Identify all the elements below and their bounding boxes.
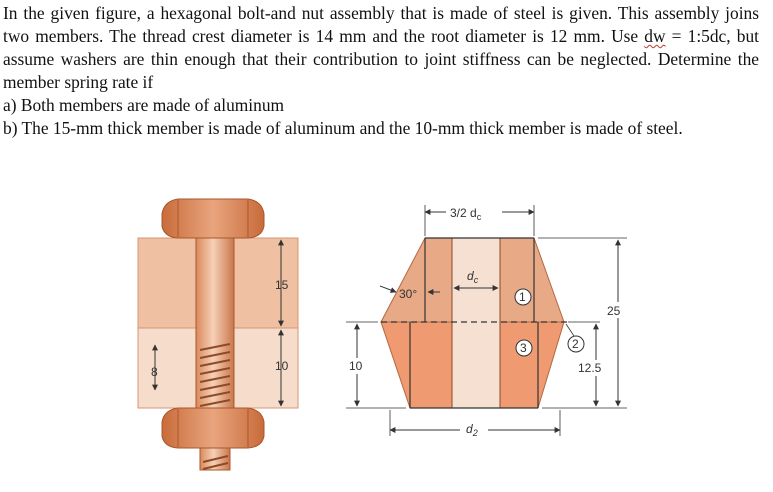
- nut: [162, 408, 264, 448]
- dim-15-label: 15: [275, 278, 289, 292]
- circle-marker-1: [515, 289, 531, 305]
- part-b: b) The 15-mm thick member is made of aluminum and the 10-mm thick member is made of steel.: [3, 118, 683, 139]
- angle-label: 30°: [399, 287, 418, 301]
- part-a: a) Both members are made of aluminum: [3, 95, 285, 116]
- question-text-part1: In the given figure, a hexagonal bolt-and nut assembly that is made of steel is given. This assembly joins two members. The thread crest diameter is 14 mm and the root diameter is 12 mm. Use: [3, 3, 759, 47]
- bolt-assembly: [138, 199, 298, 470]
- circle-marker-2: [566, 324, 584, 352]
- bolt-hole: [452, 238, 500, 408]
- dim-8-label: 8: [151, 365, 158, 379]
- bolt-head: [162, 199, 264, 238]
- dim-d2-label: $d_2$: [466, 422, 478, 438]
- dim-dc-label: $d_c$: [467, 269, 479, 285]
- dw-term: dw: [644, 26, 666, 47]
- svg-text:1: 1: [519, 290, 526, 304]
- circle-marker-3: [516, 340, 532, 356]
- dim-top-width-label: 3/2 $d_c$: [450, 206, 482, 222]
- dim-10-right-label: 10: [349, 359, 363, 373]
- svg-text:2: 2: [572, 337, 579, 351]
- frustum-diagram: [346, 204, 630, 438]
- dim-10-label: 10: [275, 359, 289, 373]
- question-text-part2: = 1:5dc, but assume washers are thin enough that their contribution to joint stiffness can be neglected. Determine the member spring rate if: [3, 26, 759, 93]
- dim-25-label: 25: [607, 304, 621, 318]
- svg-text:3: 3: [520, 341, 527, 355]
- dim-12-5-label: 12.5: [578, 361, 602, 375]
